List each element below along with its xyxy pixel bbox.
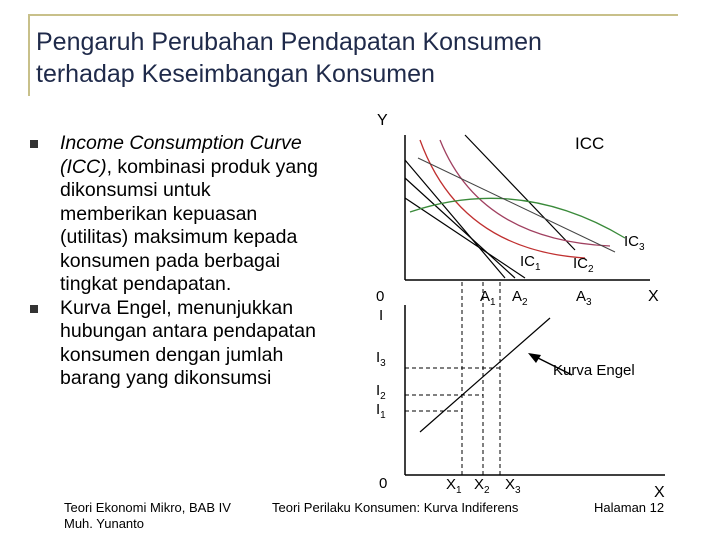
- i1-label: $I_1$: [376, 401, 386, 421]
- x3-label: $X_3$: [505, 476, 521, 496]
- engel-line: hubungan antara pendapatan: [60, 320, 316, 342]
- icc-line: dikonsumsi untuk: [60, 179, 211, 201]
- icc-label: ICC: [575, 134, 605, 153]
- icc-curve: [418, 158, 615, 252]
- engel-line: konsumen dengan jumlah: [60, 343, 284, 366]
- a3-label: $A_3$: [576, 288, 592, 308]
- a2-label: $A_2$: [512, 288, 528, 308]
- footer-left: [64, 500, 231, 532]
- icc-line: tingkat pendapatan.: [60, 273, 232, 295]
- icc-line: (utilitas) maksimum kepada: [60, 226, 298, 248]
- title-line-2: terhadap Keseimbangan Konsumen: [36, 60, 435, 88]
- icc-line2: , kombinasi produk yang: [106, 155, 318, 178]
- x1-label: $X_1$: [446, 476, 462, 496]
- engel-line: barang yang dikonsumsi: [60, 367, 272, 389]
- ic1-label: $IC_1$: [520, 253, 541, 273]
- engel-label: Kurva Engel: [553, 362, 635, 379]
- footer-page-number: Halaman 12: [594, 500, 665, 515]
- a1-label: $A_1$: [480, 288, 496, 308]
- ic2-curve: [440, 140, 610, 246]
- budget-line-4: [465, 135, 575, 250]
- footer-left-line-2: Muh. Yunanto: [64, 516, 144, 531]
- icc-line: memberikan kepuasan: [60, 202, 258, 225]
- footer-left-line-1: Teori Ekonomi Mikro, BAB IV: [64, 500, 231, 515]
- title-line-1: Pengaruh Perubahan Pendapatan Konsumen: [36, 28, 542, 56]
- budget-line-3: [405, 198, 525, 278]
- top-origin-label: 0: [376, 288, 385, 305]
- bottom-x-axis-label: X: [654, 484, 665, 501]
- bottom-y-axis-label: I: [379, 307, 384, 324]
- footer-center: Teori Perilaku Konsumen: Kurva Indiferens: [272, 500, 519, 515]
- ic3-label: $IC_3$: [624, 233, 645, 253]
- engel-arrow-head-icon: [528, 353, 541, 363]
- top-x-axis-label: X: [648, 288, 659, 305]
- icc-line: konsumen pada berbagai: [60, 249, 281, 272]
- icc-term: Income Consumption Curve: [60, 132, 302, 154]
- i3-label: $I_3$: [376, 349, 386, 369]
- icc-abbr: (ICC): [60, 155, 107, 178]
- budget-line-2: [405, 178, 515, 278]
- x2-label: $X_2$: [474, 476, 490, 496]
- budget-line-1: [405, 160, 505, 278]
- ic2-label: $IC_2$: [573, 255, 594, 275]
- bottom-origin-label: 0: [379, 475, 388, 492]
- engel-line: Kurva Engel, menunjukkan: [60, 296, 294, 319]
- engel-curve: [420, 318, 550, 432]
- top-y-axis-label: Y: [377, 112, 388, 129]
- i2-label: $I_2$: [376, 382, 386, 402]
